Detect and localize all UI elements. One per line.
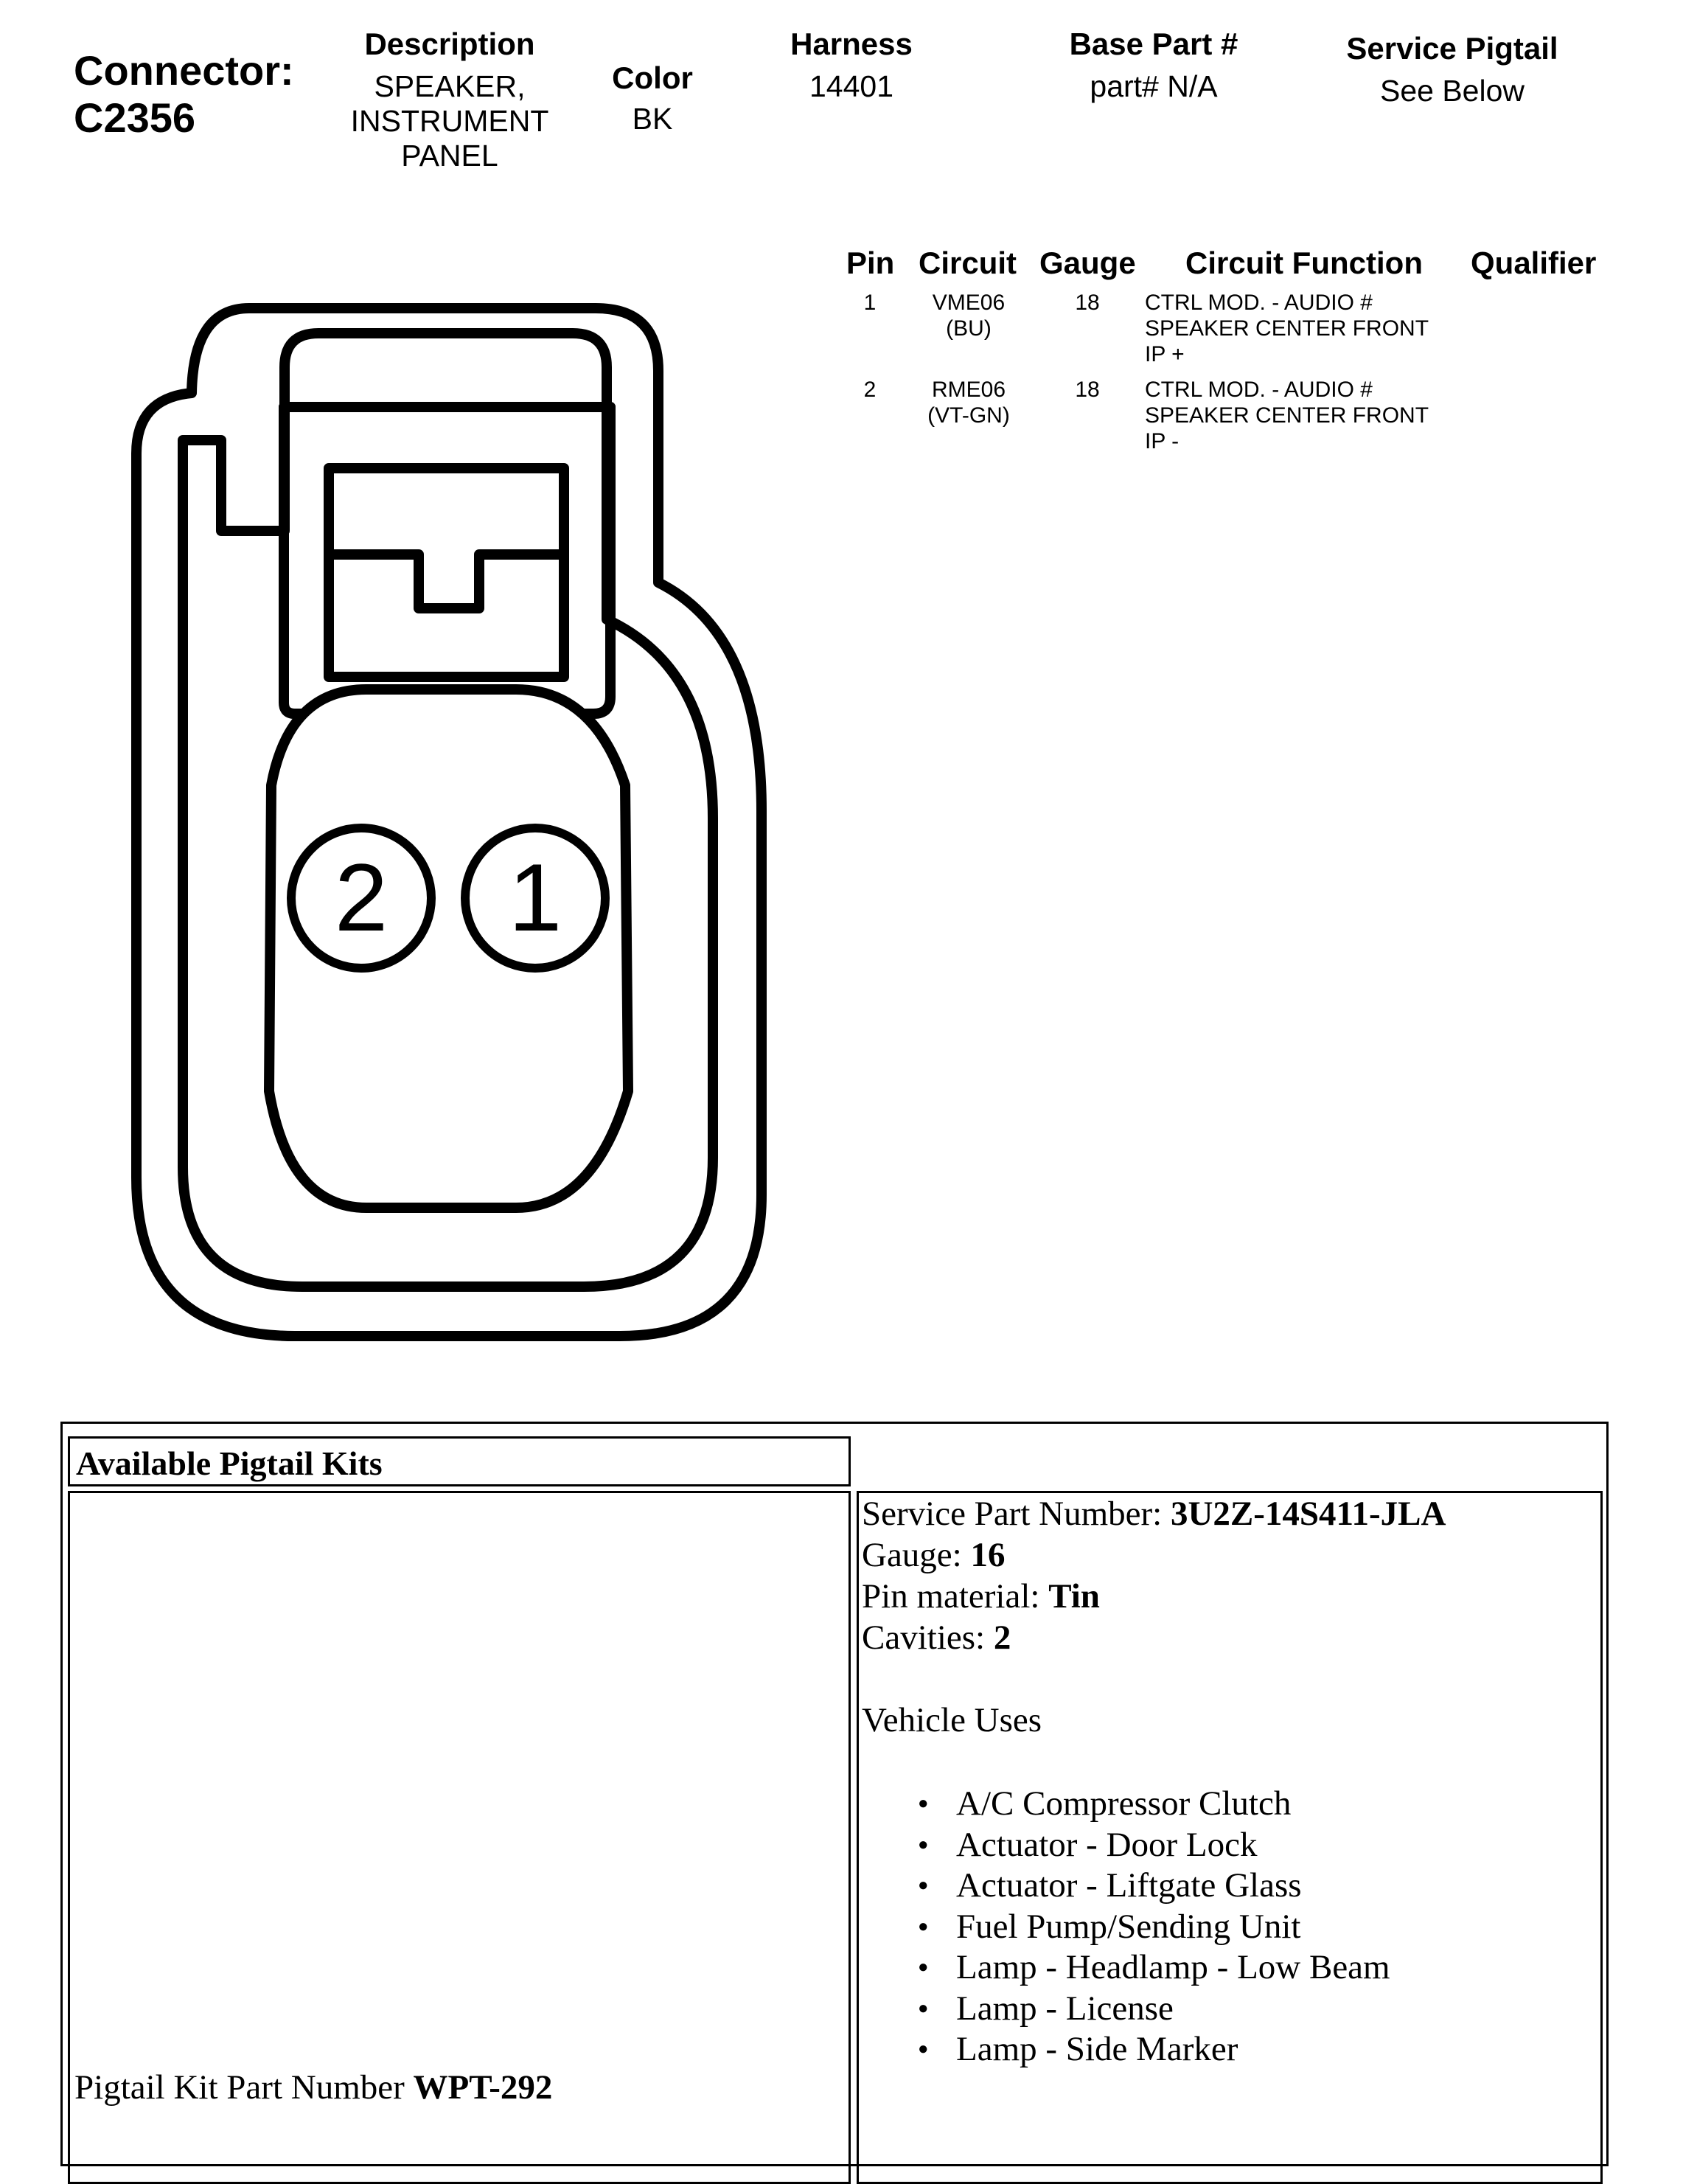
vehicle-uses-list: [956, 1784, 1600, 2070]
cavities-value: 2: [993, 1618, 1011, 1657]
list-item: ● Actuator - Liftgate Glass: [956, 1865, 1600, 1907]
circuit-code: VME06: [932, 291, 1006, 315]
pin-cell: 1: [863, 291, 877, 315]
kit-gauge: [862, 1534, 1600, 1576]
function-line: SPEAKER CENTER FRONT: [1145, 316, 1429, 341]
cavity-1-label: 1: [508, 844, 562, 951]
service-pigtail-column: [1312, 31, 1592, 108]
base-part-value: part# N/A: [1090, 69, 1218, 103]
cavity-2-label: 2: [334, 844, 388, 951]
circuit-color: (VT-GN): [927, 403, 1010, 428]
connector-latch-window: [329, 468, 564, 677]
description-line: SPEAKER,: [374, 69, 526, 103]
pin-cell: 2: [863, 378, 877, 402]
connector-insert: [269, 689, 628, 1208]
vehicle-uses-title: Vehicle Uses: [862, 1701, 1042, 1739]
circuit-cell: [907, 377, 1031, 428]
description-value: [324, 69, 575, 173]
color-title: Color: [612, 60, 693, 95]
harness-column: [752, 27, 951, 104]
pigtail-kit-detail-cell: [857, 1491, 1603, 2184]
description-line: INSTRUMENT: [350, 104, 549, 138]
function-line: CTRL MOD. - AUDIO #: [1145, 378, 1373, 402]
connector-face-diagram: [0, 288, 811, 1364]
service-pigtail-value: See Below: [1379, 74, 1525, 108]
pin-material-label: Pin material:: [862, 1577, 1049, 1616]
circuit-color: (BU): [946, 316, 992, 341]
circuit-function-cell: [1145, 377, 1462, 454]
pigtail-kit-left-cell: [68, 1491, 851, 2184]
gauge-cell: 18: [1075, 291, 1100, 315]
description-line: PANEL: [401, 139, 498, 173]
harness-title: Harness: [790, 27, 913, 61]
circuit-code: RME06: [931, 378, 1006, 402]
description-column: [324, 27, 575, 173]
service-part-number: [862, 1493, 1600, 1534]
pigtail-kit-part-number: [74, 2067, 552, 2108]
pin-material-value: Tin: [1048, 1577, 1100, 1616]
list-item: ● A/C Compressor Clutch: [956, 1784, 1600, 1825]
connector-id: C2356: [74, 94, 196, 141]
pin-column-header: Pin: [846, 246, 895, 280]
function-line: SPEAKER CENTER FRONT: [1145, 403, 1429, 428]
color-column: [575, 60, 730, 136]
base-part-column: [1032, 27, 1275, 104]
circuit-cell: [907, 290, 1031, 341]
list-item: ● Lamp - Headlamp - Low Beam: [956, 1947, 1600, 1989]
circuit-column-header: Circuit: [919, 246, 1017, 280]
base-part-title: Base Part #: [1069, 27, 1238, 61]
function-line: CTRL MOD. - AUDIO #: [1145, 291, 1373, 315]
list-item: ● Lamp - License: [956, 1989, 1600, 2030]
connector-label: Connector:: [74, 47, 294, 94]
pigtail-kits-title: Available Pigtail Kits: [76, 1444, 383, 1482]
circuit-function-column-header: Circuit Function: [1185, 246, 1423, 280]
cavities-label: Cavities:: [862, 1618, 994, 1657]
qualifier-column-header: Qualifier: [1471, 246, 1597, 280]
kit-gauge-value: 16: [970, 1536, 1006, 1574]
list-item: ● Fuel Pump/Sending Unit: [956, 1907, 1600, 1948]
harness-value: 14401: [809, 69, 893, 103]
list-item: ● Lamp - Side Marker: [956, 2029, 1600, 2070]
kit-part-label: Pigtail Kit Part Number: [74, 2068, 414, 2107]
color-value: BK: [632, 102, 673, 136]
list-item: ● Actuator - Door Lock: [956, 1825, 1600, 1866]
gauge-column-header: Gauge: [1039, 246, 1136, 280]
kit-cavities: [862, 1617, 1600, 1658]
function-line: IP +: [1145, 342, 1185, 366]
service-part-value: 3U2Z-14S411-JLA: [1170, 1495, 1446, 1533]
connector-heading: [74, 47, 294, 142]
function-line: IP -: [1145, 429, 1180, 453]
kit-part-value: WPT-292: [413, 2068, 553, 2107]
pigtail-kits-header-cell: [68, 1436, 851, 1486]
kit-gauge-label: Gauge:: [862, 1536, 971, 1574]
service-part-label: Service Part Number:: [862, 1495, 1171, 1533]
gauge-cell: 18: [1075, 378, 1100, 402]
circuit-function-cell: [1145, 290, 1462, 367]
description-title: Description: [364, 27, 535, 61]
kit-pin-material: [862, 1576, 1600, 1617]
service-pigtail-title: Service Pigtail: [1346, 31, 1558, 66]
